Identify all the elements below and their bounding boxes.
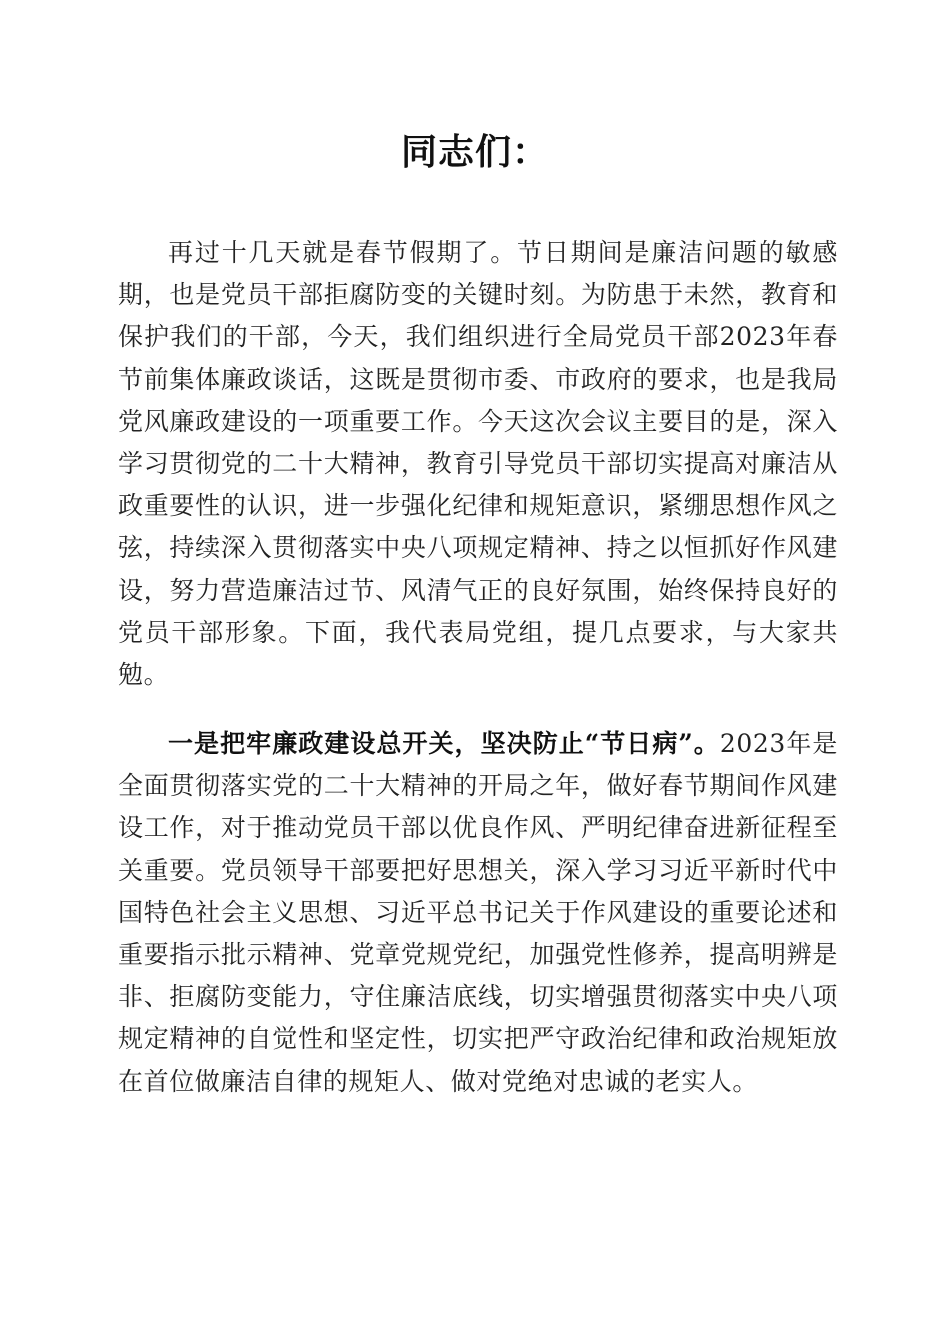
paragraph-intro	[118, 232, 838, 696]
paragraph-intro-text: 再过十几天就是春节假期了。节日期间是廉洁问题的敏感期，也是党员干部拒腐防变的关键时刻。为防患于未然，教育和保护我们的干部，今天，我们组织进行全局党员干部2023年春节前集体廉政谈话，这既是贯彻市委、市政府的要求，也是我局党风廉政建设的一项重要工作。今天这次会议主要目的是，深入学习贯彻党的二十大精神，教育引导党员干部切实提高对廉洁从政重要性的认识，进一步强化纪律和规矩意识，紧绷思想作风之弦，持续深入贯彻落实中央八项规定精神、持之以恒抓好作风建设，努力营造廉洁过节、风清气正的良好氛围，始终保持良好的党员干部形象。下面，我代表局党组，提几点要求，与大家共勉。	[118, 238, 838, 690]
paragraph-point-one-lead: 一是把牢廉政建设总开关，坚决防止“节日病”。	[168, 729, 720, 758]
paragraph-point-one	[118, 723, 838, 1103]
document-title: 同志们：	[400, 131, 549, 173]
paragraph-point-one-text: 2023年是全面贯彻落实党的二十大精神的开局之年，做好春节期间作风建设工作，对于推动党员干部以优良作风、严明纪律奋进新征程至关重要。党员领导干部要把好思想关，深入学习习近平新时代中国特色社会主义思想、习近平总书记关于作风建设的重要论述和重要指示批示精神、党章党规党纪，加强党性修养，提高明辨是非、拒腐防变能力，守住廉洁底线，切实增强贯彻落实中央八项规定精神的自觉性和坚定性，切实把严守政治纪律和政治规矩放在首位做廉洁自律的规矩人、做对党绝对忠诚的老实人。	[118, 729, 838, 1096]
